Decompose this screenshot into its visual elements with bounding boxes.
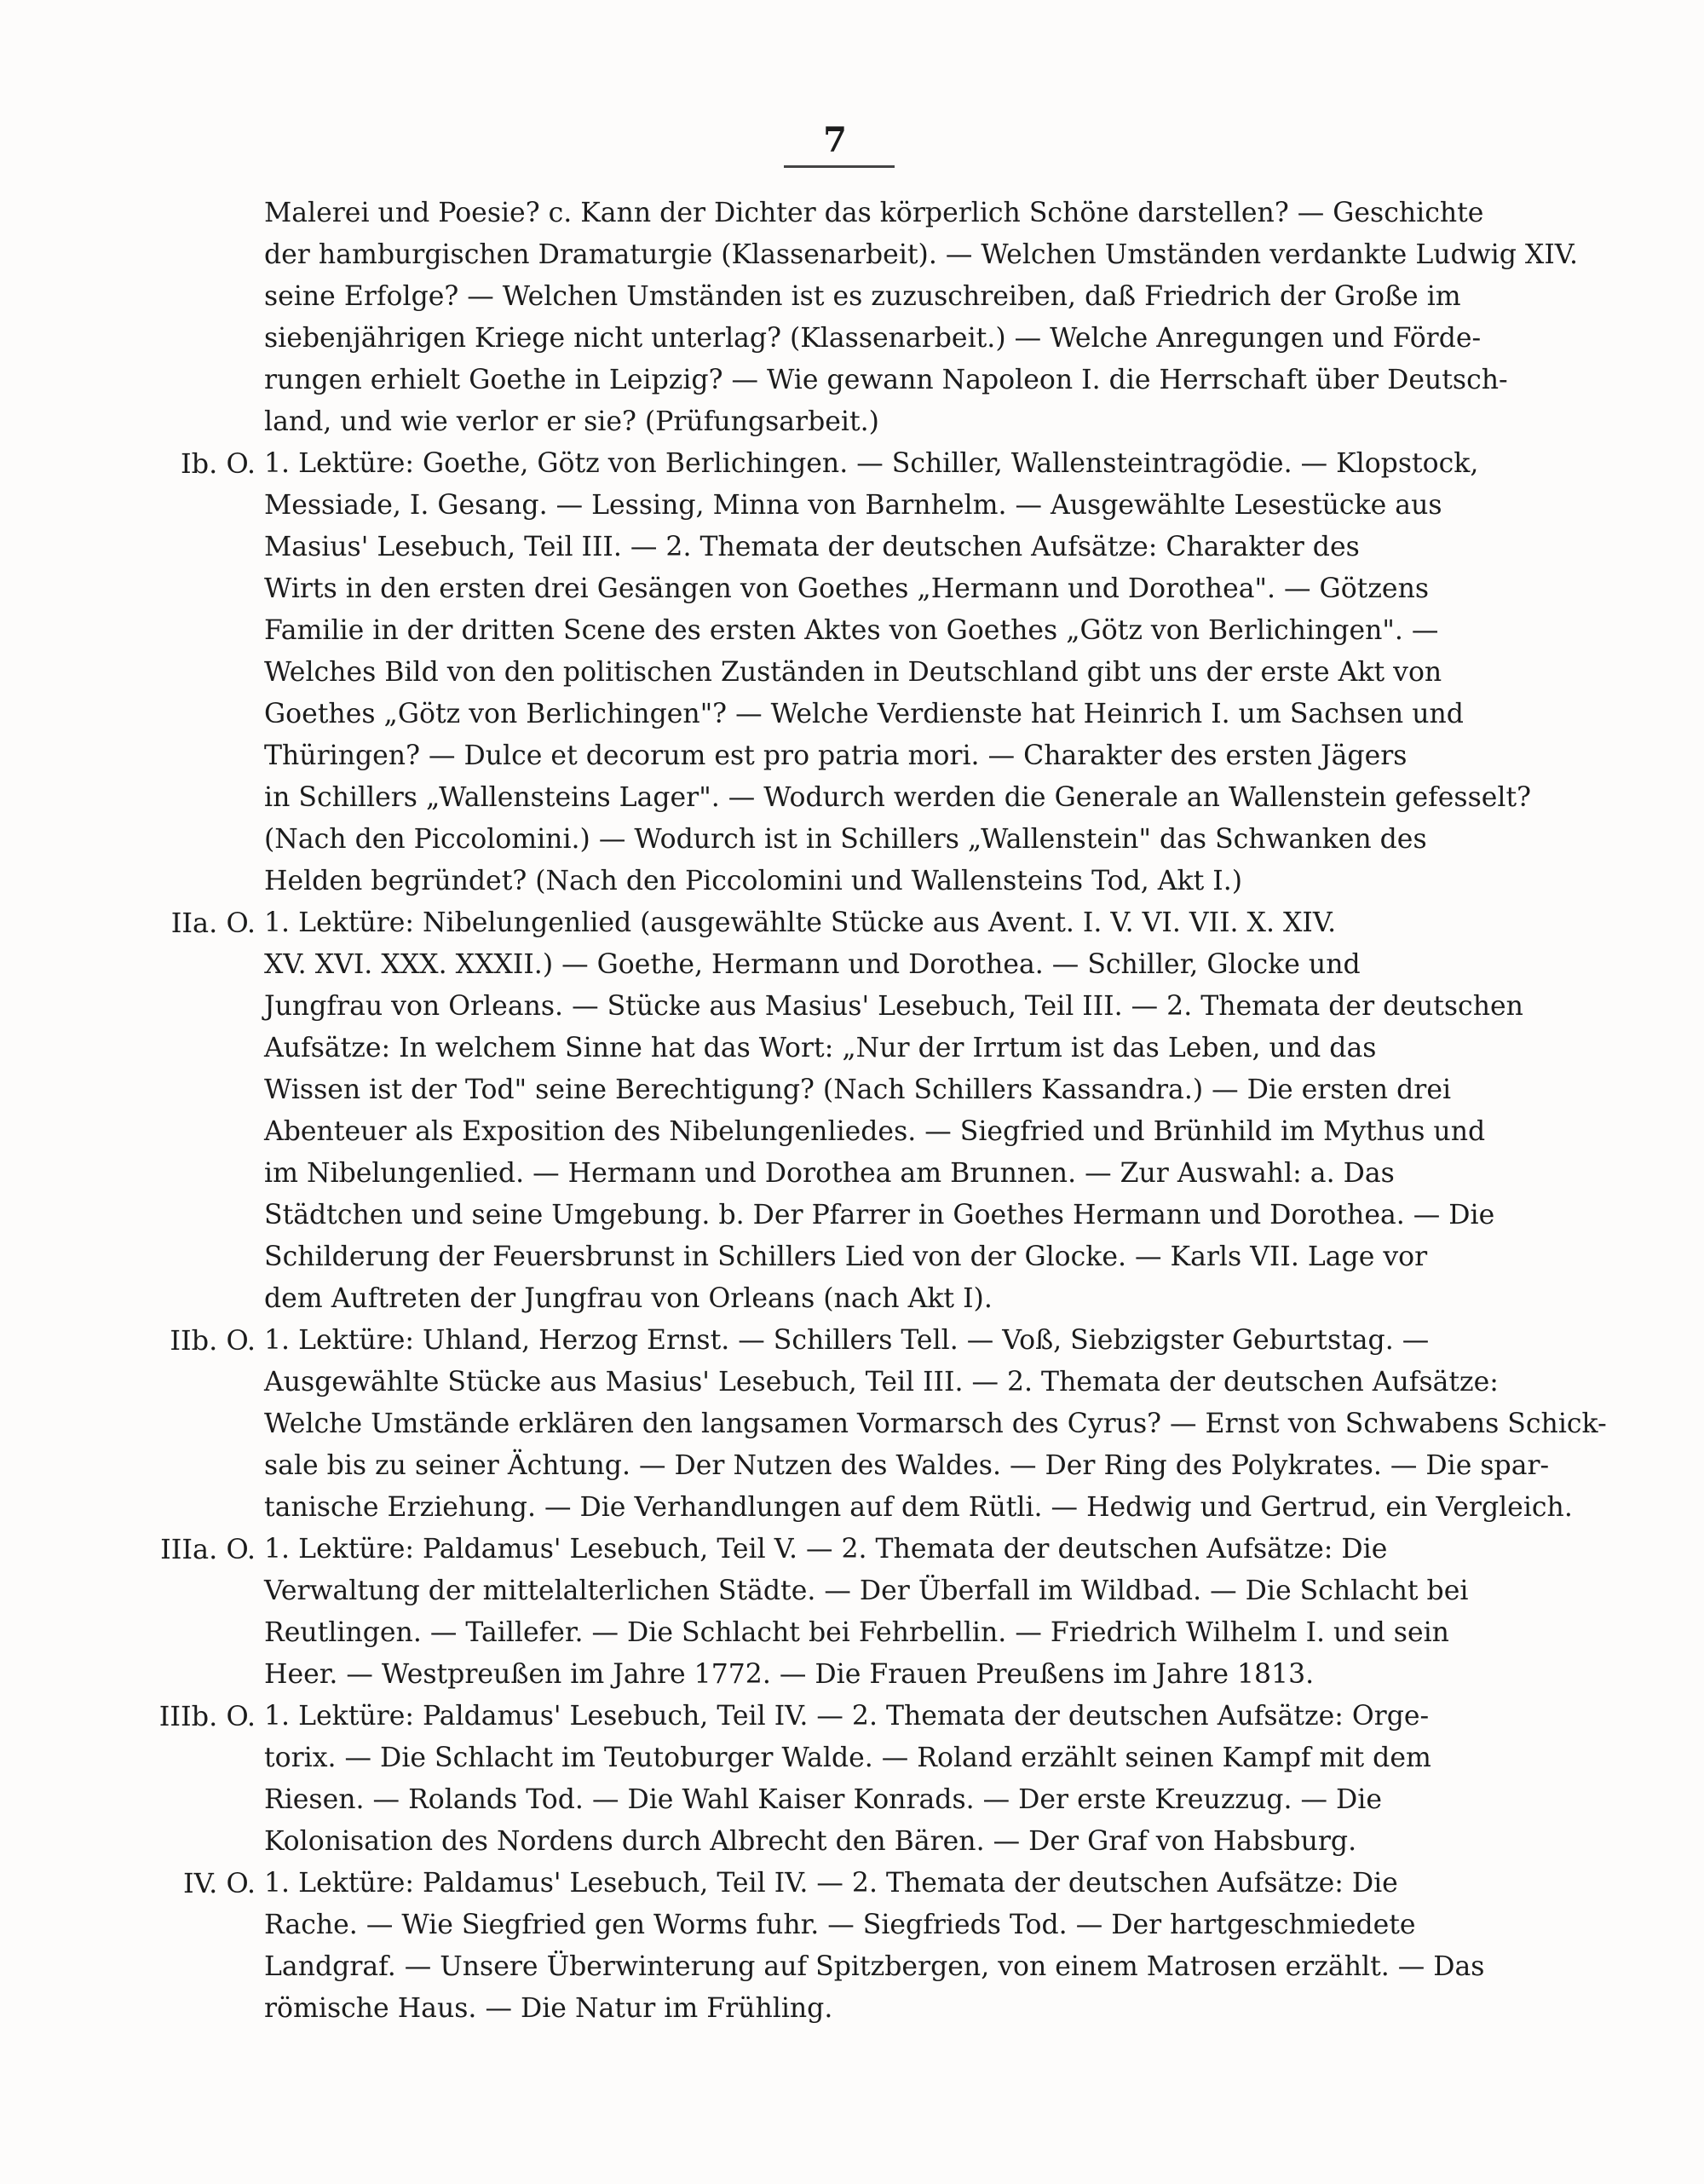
grade-section [181,443,1532,902]
section-line: römische Haus. — Die Natur im Frühling. [264,1993,833,2024]
intro-line: rungen erhielt Goethe in Leipzig? — Wie gewann Napoleon I. die Herrschaft über Deutsch- [264,365,1508,395]
grade-section [170,902,1523,1320]
page-content [158,193,1607,2030]
section-line: sale bis zu seiner Ächtung. — Der Nutzen des Waldes. — Der Ring des Polykrates. — Die spar- [264,1450,1550,1481]
class-label: Ib. O. [181,447,256,480]
section-line: torix. — Die Schlacht im Teutoburger Walde. — Roland erzählt seinen Kampf mit dem [264,1743,1431,1773]
section-line: 1. Lektüre: Paldamus' Lesebuch, Teil IV. — 2. Themata der deutschen Aufsätze: Die [264,1868,1398,1899]
section-line: Kolonisation des Nordens durch Albrecht den Bären. — Der Graf von Habsburg. [264,1826,1357,1857]
section-line: Jungfrau von Orleans. — Stücke aus Masius' Lesebuch, Teil III. — 2. Themata der deutschen [264,991,1523,1022]
intro-line: der hamburgischen Dramaturgie (Klassenarbeit). — Welchen Umständen verdankte Ludwig XIV. [264,239,1579,270]
section-line: Verwaltung der mittelalterlichen Städte. — Der Überfall im Wildbad. — Die Schlacht bei [264,1576,1469,1606]
section-line: 1. Lektüre: Uhland, Herzog Ernst. — Schillers Tell. — Voß, Siebzigster Geburtstag. — [264,1325,1430,1356]
grade-section [182,1863,1485,2030]
section-line: 1. Lektüre: Goethe, Götz von Berlichingen. — Schiller, Wallensteintragödie. — Klopstock, [264,448,1479,479]
section-line: Reutlingen. — Taillefer. — Die Schlacht bei Fehrbellin. — Friedrich Wilhelm I. und sein [264,1617,1449,1648]
section-line: Landgraf. — Unsere Überwinterung auf Spitzbergen, von einem Matrosen erzählt. — Das [264,1951,1485,1982]
section-line: Messiade, I. Gesang. — Lessing, Minna von Barnhelm. — Ausgewählte Lesestücke aus [264,490,1442,521]
section-line: Aufsätze: In welchem Sinne hat das Wort: „Nur der Irrtum ist das Leben, und das [264,1033,1377,1063]
section-line: im Nibelungenlied. — Hermann und Dorothea am Brunnen. — Zur Auswahl: a. Das [264,1158,1395,1189]
section-line: Städtchen und seine Umgebung. b. Der Pfarrer in Goethes Hermann und Dorothea. — Die [264,1200,1495,1230]
section-line: Ausgewählte Stücke aus Masius' Lesebuch, Teil III. — 2. Themata der deutschen Aufsätze: [264,1367,1499,1397]
page-number: 7 [823,120,847,160]
section-line: 1. Lektüre: Paldamus' Lesebuch, Teil V. — 2. Themata der deutschen Aufsätze: Die [264,1534,1388,1565]
grade-section [160,1529,1469,1696]
class-label: IIIb. O. [158,1700,256,1732]
section-line: Thüringen? — Dulce et decorum est pro patria mori. — Charakter des ersten Jägers [264,740,1408,771]
section-line: Riesen. — Rolands Tod. — Die Wahl Kaiser Konrads. — Der erste Kreuzzug. — Die [264,1784,1382,1815]
section-line: Goethes „Götz von Berlichingen"? — Welche Verdienste hat Heinrich I. um Sachsen und [264,699,1464,729]
intro-line: land, und wie verlor er sie? (Prüfungsarbeit.) [264,406,879,437]
section-line: Familie in der dritten Scene des ersten Aktes von Goethes „Götz von Berlichingen". — [264,615,1439,646]
section-line: (Nach den Piccolomini.) — Wodurch ist in Schillers „Wallenstein" das Schwanken des [264,824,1427,855]
class-label: IIa. O. [170,907,256,939]
section-line: 1. Lektüre: Paldamus' Lesebuch, Teil IV. — 2. Themata der deutschen Aufsätze: Orge- [264,1701,1430,1732]
class-label: IV. O. [182,1867,256,1899]
intro-line: siebenjährigen Kriege nicht unterlag? (Klassenarbeit.) — Welche Anregungen und Förde- [264,323,1482,354]
section-line: Masius' Lesebuch, Teil III. — 2. Themata der deutschen Aufsätze: Charakter des [264,532,1360,562]
section-line: Heer. — Westpreußen im Jahre 1772. — Die Frauen Preußens im Jahre 1813. [264,1659,1315,1690]
section-line: Rache. — Wie Siegfried gen Worms fuhr. — Siegfrieds Tod. — Der hartgeschmiedete [264,1910,1416,1940]
intro-line: seine Erfolge? — Welchen Umständen ist es zuzuschreiben, daß Friedrich der Große im [264,281,1461,312]
section-line: 1. Lektüre: Nibelungenlied (ausgewählte Stücke aus Avent. I. V. VI. VII. X. XIV. [264,908,1337,938]
section-line: Wirts in den ersten drei Gesängen von Goethes „Hermann und Dorothea". — Götzens [264,573,1430,604]
grade-section [170,1320,1607,1529]
class-label: IIIa. O. [160,1533,256,1565]
section-line: Abenteuer als Exposition des Nibelungenliedes. — Siegfried und Brünhild im Mythus und [264,1116,1486,1147]
grade-sections [158,443,1607,2030]
grade-section [158,1696,1444,1863]
class-label: IIb. O. [170,1324,256,1357]
section-line: XV. XVI. XXX. XXXII.) — Goethe, Hermann und Dorothea. — Schiller, Glocke und [264,949,1361,980]
section-line: Welches Bild von den politischen Zuständen in Deutschland gibt uns der erste Akt von [264,657,1442,688]
section-line: tanische Erziehung. — Die Verhandlungen auf dem Rütli. — Hedwig und Gertrud, ein Vergleich. [264,1492,1573,1523]
section-line: dem Auftreten der Jungfrau von Orleans (nach Akt I). [264,1283,993,1314]
section-line: Wissen ist der Tod" seine Berechtigung? (Nach Schillers Kassandra.) — Die ersten drei [264,1075,1452,1105]
section-line: Helden begründet? (Nach den Piccolomini und Wallensteins Tod, Akt I.) [264,866,1243,896]
section-line: Schilderung der Feuersbrunst in Schillers Lied von der Glocke. — Karls VII. Lage vor [264,1242,1428,1272]
intro-paragraph [264,193,1579,443]
intro-line: Malerei und Poesie? c. Kann der Dichter das körperlich Schöne darstellen? — Geschichte [264,198,1484,228]
section-line: Welche Umstände erklären den langsamen Vormarsch des Cyrus? — Ernst von Schwabens Schick- [264,1409,1607,1439]
page-number-rule [784,165,895,168]
section-line: in Schillers „Wallensteins Lager". — Wodurch werden die Generale an Wallenstein gefesselt? [264,782,1532,813]
